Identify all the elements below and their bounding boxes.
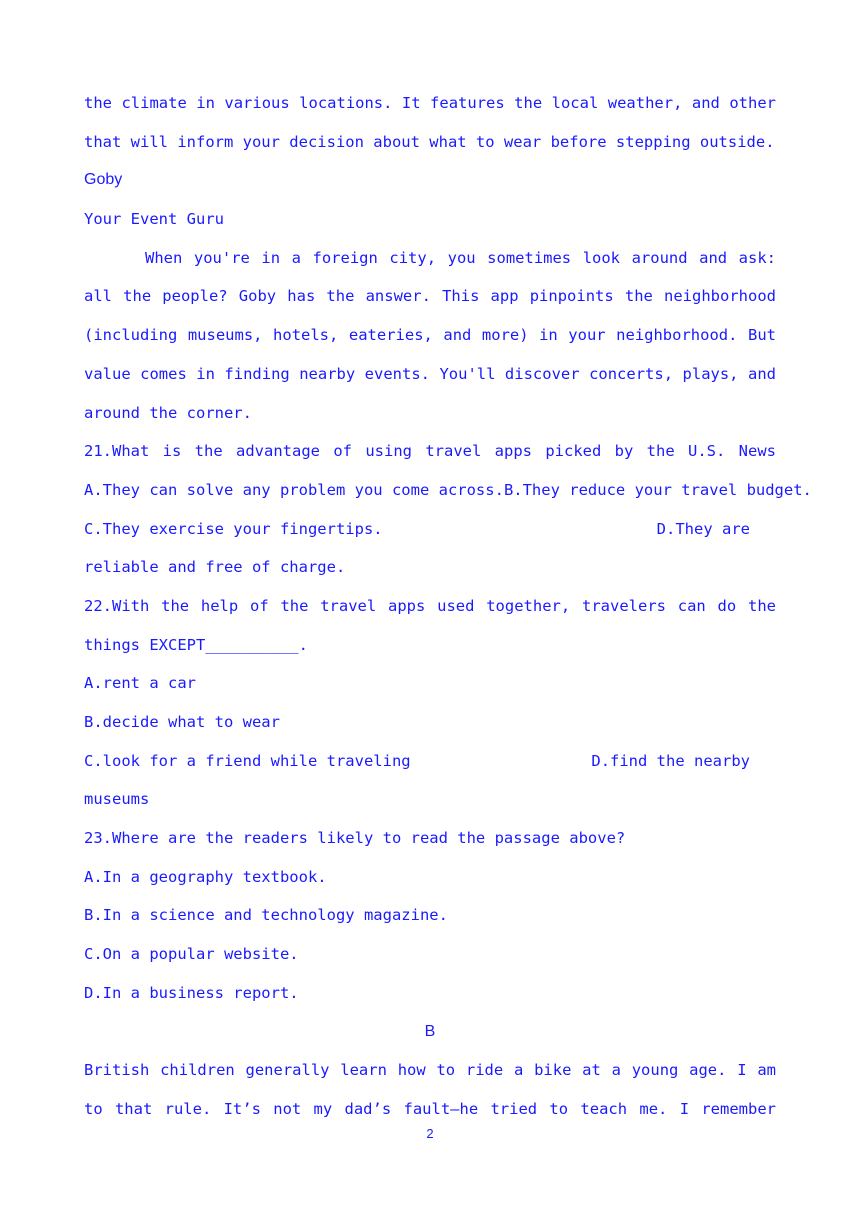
option-c: C.look for a friend while traveling	[84, 751, 411, 770]
document-page	[84, 84, 812, 1129]
question-21-stem: 21.What is the advantage of using travel apps picked by the U.S. News	[84, 442, 776, 461]
paragraph-line: When you're in a foreign city, you sometimes look around and ask:	[145, 248, 776, 267]
option-a: A.In a geography textbook.	[84, 867, 327, 886]
app-subtitle: Your Event Guru	[84, 210, 224, 229]
question-22-stem-continued: things EXCEPT__________.	[84, 635, 308, 654]
paragraph-line: value comes in finding nearby events. You'll discover concerts, plays, and	[84, 364, 776, 383]
question-22-options-cd	[84, 742, 776, 781]
question-21-options-cd	[84, 510, 776, 549]
option-d-continued: reliable and free of charge.	[84, 558, 346, 577]
paragraph-line: around the corner.	[84, 403, 252, 422]
page-number: 2	[426, 1126, 434, 1141]
paragraph-line: (including museums, hotels, eateries, and more) in your neighborhood. But	[84, 326, 776, 345]
option-b: B.They reduce your travel budget.	[503, 480, 812, 499]
paragraph-line: British children generally learn how to ride a bike at a young age. I am	[84, 1061, 776, 1080]
option-d: D.They are	[656, 519, 750, 538]
option-d: D.In a business report.	[84, 983, 299, 1002]
section-title: B	[424, 1022, 436, 1040]
option-c: C.They exercise your fingertips.	[84, 519, 383, 538]
app-title-goby: Goby	[84, 171, 123, 189]
option-d: D.find the nearby	[591, 751, 750, 770]
option-c: C.On a popular website.	[84, 945, 299, 964]
option-b: B.decide what to wear	[84, 713, 280, 731]
option-d-continued: museums	[84, 790, 150, 809]
paragraph-line: to that rule. It’s not my dad’s fault—he tried to teach me. I remember	[84, 1099, 776, 1118]
paragraph-line: all the people? Goby has the answer. This app pinpoints the neighborhood	[84, 287, 776, 306]
question-23-stem: 23.Where are the readers likely to read the passage above?	[84, 829, 626, 848]
paragraph-line: that will inform your decision about what to wear before stepping outside.	[84, 132, 775, 151]
question-21-options-ab	[84, 471, 812, 510]
paragraph-line: the climate in various locations. It features the local weather, and other	[84, 94, 776, 112]
option-a: A.They can solve any problem you come across.	[84, 480, 504, 499]
option-b: B.In a science and technology magazine.	[84, 906, 448, 925]
option-a: A.rent a car	[84, 674, 196, 693]
question-22-stem: 22.With the help of the travel apps used together, travelers can do the	[84, 596, 776, 615]
